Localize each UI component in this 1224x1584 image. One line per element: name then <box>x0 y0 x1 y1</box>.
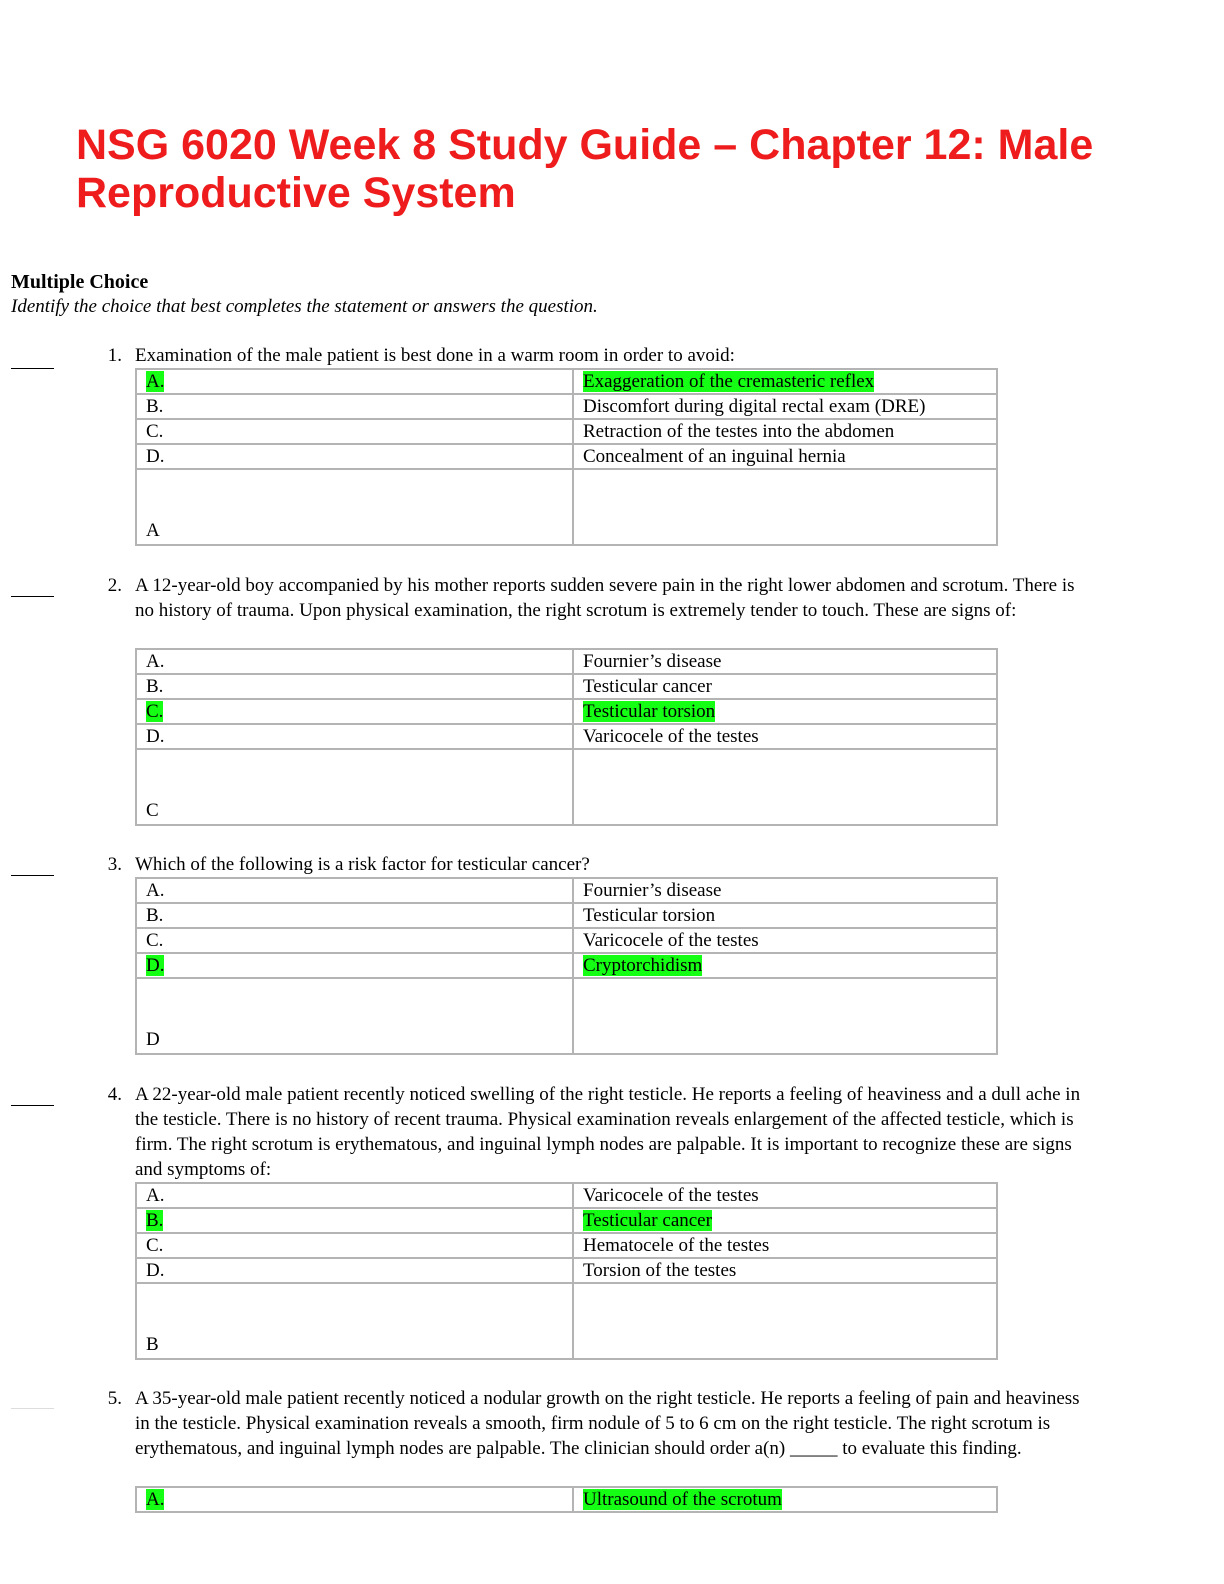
choice-letter-text: C. <box>146 701 164 722</box>
question-number: 2. <box>107 575 122 596</box>
choice-text: Testicular cancer <box>573 674 997 699</box>
choice-row[interactable] <box>136 674 997 699</box>
choice-row[interactable] <box>136 394 997 419</box>
question-text: Which of the following is a risk factor for testicular cancer? <box>135 854 590 875</box>
choice-letter: D. <box>136 724 573 749</box>
choice-text: Varicocele of the testes <box>573 1183 997 1208</box>
choice-letter <box>136 1208 573 1233</box>
choices-table <box>135 1182 998 1360</box>
choice-letter-text: A. <box>146 371 165 392</box>
choice-text-value: Exaggeration of the cremasteric reflex <box>583 371 875 392</box>
choice-letter <box>136 699 573 724</box>
choice-row[interactable] <box>136 1258 997 1283</box>
question-number: 5. <box>107 1388 122 1409</box>
choice-text: Varicocele of the testes <box>573 928 997 953</box>
answer-empty-cell <box>573 978 997 1054</box>
question-number: 1. <box>107 345 122 366</box>
choices-table <box>135 877 998 1055</box>
choice-row[interactable] <box>136 369 997 394</box>
question-text: A 12-year-old boy accompanied by his mother reports sudden severe pain in the right lower abdomen and scrotum. There is no history of trauma. Upon physical examination, the right scrotum is extremely tender to touch. These are signs of: <box>135 575 1075 621</box>
question-number: 4. <box>107 1084 122 1105</box>
choice-text <box>573 1487 997 1512</box>
choice-row[interactable] <box>136 724 997 749</box>
answer-row <box>136 978 997 1054</box>
choice-text-value: Testicular cancer <box>583 1210 712 1231</box>
choice-letter: C. <box>136 419 573 444</box>
choice-row[interactable] <box>136 1233 997 1258</box>
answer-key: B <box>136 1283 573 1359</box>
choice-letter-text: B. <box>146 1210 164 1231</box>
choice-row[interactable] <box>136 1183 997 1208</box>
question-text: Examination of the male patient is best done in a warm room in order to avoid: <box>135 345 735 366</box>
choice-row[interactable] <box>136 878 997 903</box>
answer-blank[interactable] <box>11 368 54 369</box>
choice-text-value: Ultrasound of the scrotum <box>583 1489 782 1510</box>
choice-letter-text: A. <box>146 1489 165 1510</box>
answer-key: A <box>136 469 573 545</box>
choices-table <box>135 648 998 826</box>
choice-row[interactable] <box>136 419 997 444</box>
answer-empty-cell <box>573 1283 997 1359</box>
choice-letter-text: D. <box>146 955 165 976</box>
choice-row[interactable] <box>136 903 997 928</box>
choice-letter: D. <box>136 444 573 469</box>
choice-text-value: Cryptorchidism <box>583 955 703 976</box>
answer-row <box>136 749 997 825</box>
choice-text: Hematocele of the testes <box>573 1233 997 1258</box>
choice-letter: D. <box>136 1258 573 1283</box>
choice-letter: A. <box>136 1183 573 1208</box>
answer-blank[interactable] <box>11 875 54 876</box>
choice-row[interactable] <box>136 1208 997 1233</box>
choice-text: Testicular torsion <box>573 903 997 928</box>
choice-text: Torsion of the testes <box>573 1258 997 1283</box>
section-instructions: Identify the choice that best completes the statement or answers the question. <box>11 296 598 317</box>
choice-letter: A. <box>136 649 573 674</box>
answer-row <box>136 469 997 545</box>
choice-text: Retraction of the testes into the abdomen <box>573 419 997 444</box>
choices-table <box>135 1486 998 1513</box>
choice-letter: C. <box>136 928 573 953</box>
choice-letter: B. <box>136 674 573 699</box>
choice-text: Fournier’s disease <box>573 878 997 903</box>
choice-text <box>573 369 997 394</box>
answer-empty-cell <box>573 469 997 545</box>
choice-row[interactable] <box>136 1487 997 1512</box>
choice-row[interactable] <box>136 444 997 469</box>
answer-empty-cell <box>573 749 997 825</box>
question-text: A 22-year-old male patient recently noticed swelling of the right testicle. He reports a feeling of heaviness and a dull ache in the testicle. There is no history of recent trauma. Physical examination reveals enlargement of the affected testicle, which is firm. The right scrotum is erythematous, and inguinal lymph nodes are palpable. It is important to recognize these are signs and symptoms of: <box>135 1084 1081 1180</box>
choice-text <box>573 699 997 724</box>
answer-blank[interactable] <box>11 1105 54 1106</box>
choice-letter <box>136 1487 573 1512</box>
choice-text-value: Testicular torsion <box>583 701 716 722</box>
choice-letter <box>136 369 573 394</box>
choice-row[interactable] <box>136 649 997 674</box>
document-title: NSG 6020 Week 8 Study Guide – Chapter 12: Male Reproductive System <box>76 121 1094 217</box>
choice-text: Varicocele of the testes <box>573 724 997 749</box>
choice-text: Fournier’s disease <box>573 649 997 674</box>
choice-text <box>573 953 997 978</box>
choice-letter: B. <box>136 394 573 419</box>
choice-letter: C. <box>136 1233 573 1258</box>
answer-key: D <box>136 978 573 1054</box>
answer-blank[interactable] <box>11 1408 54 1409</box>
choice-letter: B. <box>136 903 573 928</box>
answer-row <box>136 1283 997 1359</box>
choice-text: Discomfort during digital rectal exam (DRE) <box>573 394 997 419</box>
choice-text <box>573 1208 997 1233</box>
choice-text: Concealment of an inguinal hernia <box>573 444 997 469</box>
choices-table <box>135 368 998 546</box>
question-number: 3. <box>107 854 122 875</box>
choice-letter: A. <box>136 878 573 903</box>
answer-key: C <box>136 749 573 825</box>
choice-row[interactable] <box>136 928 997 953</box>
question-text: A 35-year-old male patient recently noticed a nodular growth on the right testicle. He reports a feeling of pain and heaviness in the testicle. Physical examination reveals a smooth, firm nodule of 5 to 6 cm on the right testicle. The right scrotum is erythematous, and inguinal lymph nodes are palpable. The clinician should order a(n) _____ to evaluate this finding. <box>135 1388 1080 1459</box>
choice-row[interactable] <box>136 953 997 978</box>
choice-row[interactable] <box>136 699 997 724</box>
choice-letter <box>136 953 573 978</box>
answer-blank[interactable] <box>11 596 54 597</box>
section-heading: Multiple Choice <box>11 271 149 293</box>
